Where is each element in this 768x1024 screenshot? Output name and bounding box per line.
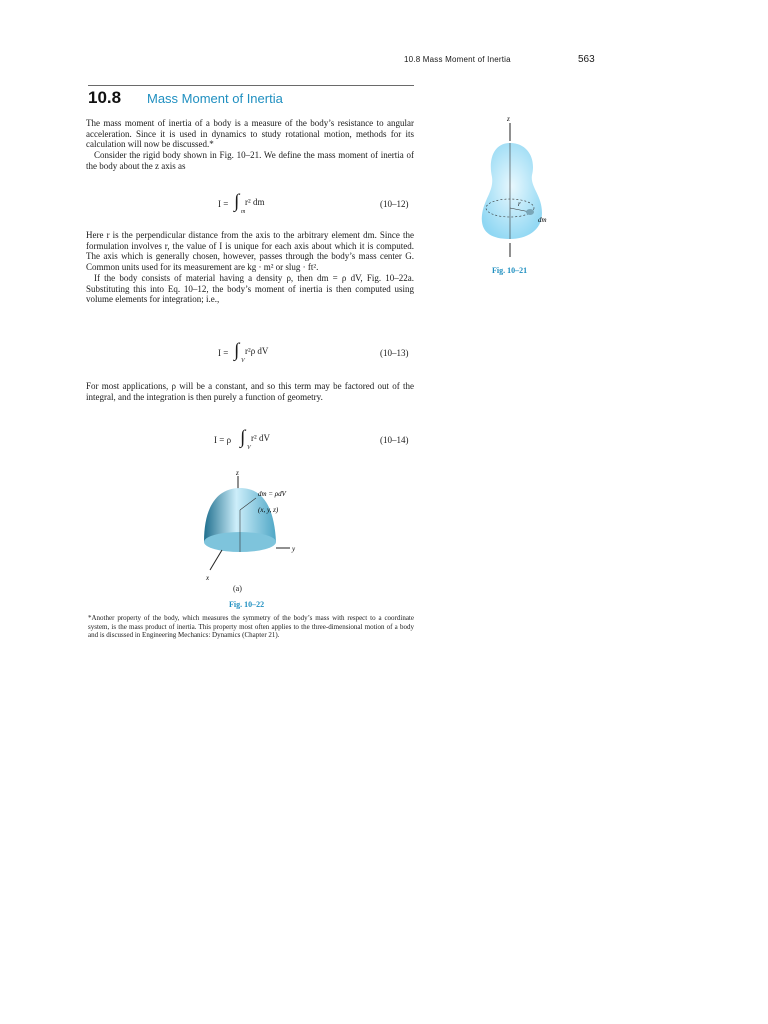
- z-label: z: [236, 470, 239, 477]
- equation-lhs: I =: [218, 199, 229, 209]
- equation-number: (10–12): [380, 199, 409, 209]
- footnote-text: *Another property of the body, which measures the symmetry of the body’s mass with respect to a coordinate system, is the mass product of inertia. This property most often applies to the three-dimensional motion of a body and is discussed in Engineering Mechanics: Dynamics (Chapter 21).: [88, 614, 414, 640]
- footnote: [88, 614, 414, 640]
- paragraph-2: Consider the rigid body shown in Fig. 10–21. We define the mass moment of inertia of the body about the z axis as: [86, 150, 414, 171]
- equation-number: (10–14): [380, 435, 409, 445]
- rigid-body-shape: [482, 143, 542, 239]
- middle-paragraphs: [86, 230, 414, 305]
- figure-10-22: [196, 470, 326, 585]
- rigid-body-diagram: [470, 115, 560, 265]
- integral-limit: V: [247, 445, 251, 451]
- r-label: r: [518, 200, 521, 208]
- integral-limit: m: [241, 209, 246, 215]
- equation-integrand: r² dV: [251, 433, 270, 443]
- figure-10-21: [470, 115, 560, 265]
- y-label: y: [292, 545, 296, 553]
- z-label: z: [507, 115, 510, 123]
- equation-lhs: I =: [218, 348, 229, 358]
- integral-limit: V: [241, 358, 245, 364]
- point-label: (x, y, z): [258, 506, 279, 514]
- paragraph-5-block: [86, 381, 414, 402]
- mass-element: [526, 209, 534, 215]
- integral-sign: ∫: [234, 191, 240, 212]
- dm-label: dm: [538, 216, 547, 224]
- equation-integrand: r²ρ dV: [245, 346, 269, 356]
- intro-paragraphs: [86, 118, 414, 172]
- dm-label: dm = ρdV: [258, 490, 286, 498]
- paragraph-3: Here r is the perpendicular distance from the axis to the arbitrary element dm. Since the formulation involves r, the value of I is unique for each axis about which it is computed. The axis which is generally chosen, however, passes through the body’s mass center G. Common units used for its measurement are kg · m² or slug · ft².: [86, 230, 414, 273]
- section-title: Mass Moment of Inertia: [147, 91, 283, 106]
- page-number: 563: [578, 54, 595, 65]
- equation-10-12: [200, 191, 420, 216]
- heading-rule: [88, 85, 414, 86]
- equation-lhs: I = ρ: [214, 435, 232, 445]
- x-axis: [210, 550, 222, 570]
- figure-part-a: (a): [233, 584, 242, 593]
- paragraph-4: If the body consists of material having a density ρ, then dm = ρ dV, Fig. 10–22a. Substituting this into Eq. 10–12, the body’s moment of inertia is then computed using volume elements for integration; i.e.,: [86, 272, 414, 305]
- paragraph-5: For most applications, ρ will be a constant, and so this term may be factored out of the integral, and the integration is then purely a function of geometry.: [86, 381, 414, 402]
- x-label: x: [206, 574, 210, 582]
- figure-caption-10-22: Fig. 10–22: [229, 600, 265, 609]
- paragraph-1: The mass moment of inertia of a body is a measure of the body’s resistance to angular acceleration. Since it is used in dynamics to study rotational motion, methods for its calculation will now be discussed.*: [86, 118, 414, 150]
- figure-caption-10-21: Fig. 10–21: [492, 266, 528, 275]
- equation-10-14: [200, 427, 420, 452]
- integral-sign: ∫: [240, 427, 246, 448]
- equation-integrand: r² dm: [245, 197, 265, 207]
- dome-diagram: [196, 470, 326, 585]
- equation-10-13: [200, 340, 420, 365]
- equation-number: (10–13): [380, 348, 409, 358]
- integral-sign: ∫: [234, 340, 240, 361]
- running-head: 10.8 Mass Moment of Inertia: [404, 55, 511, 64]
- section-number: 10.8: [88, 88, 122, 107]
